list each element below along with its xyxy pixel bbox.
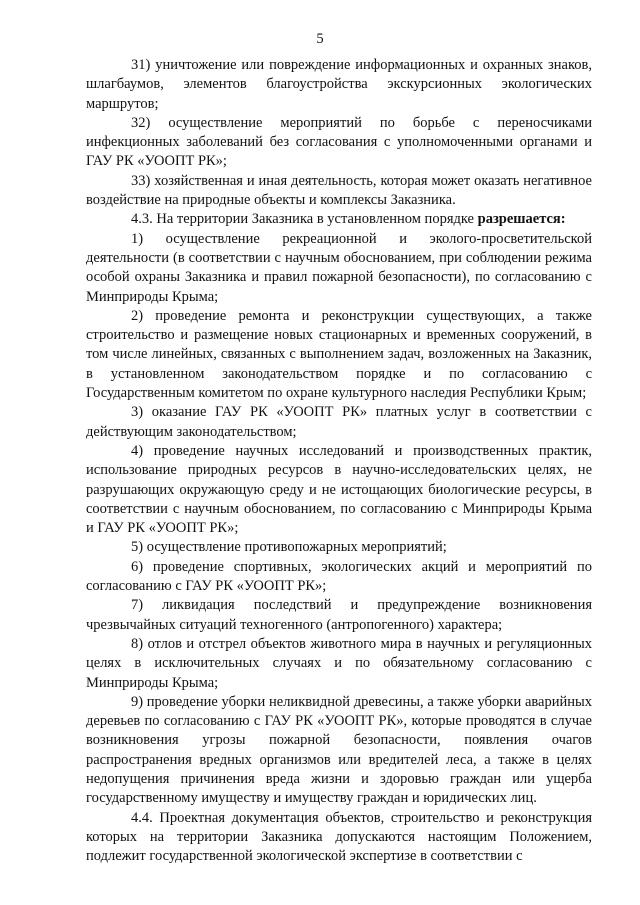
- page-number: 5: [316, 31, 324, 47]
- section-4-3-bold: разрешается:: [477, 211, 566, 228]
- paragraph-31: 31) уничтожение или повреждение информационных и охранных знаков, шлагбаумов, элементов благоустройства экскурсионных экологических маршрутов;: [86, 57, 592, 112]
- document-body: [86, 56, 592, 866]
- allowed-item-3: 3) оказание ГАУ РК «УООПТ РК» платных услуг в соответствии с действующим законодательством;: [86, 404, 592, 440]
- paragraph-33: 33) хозяйственная и иная деятельность, которая может оказать негативное воздействие на природные объекты и комплексы Заказника.: [86, 172, 592, 209]
- paragraph-32: 32) осуществление мероприятий по борьбе с переносчиками инфекционных заболеваний без согласования с уполномоченными органами и ГАУ РК «УООПТ РК»;: [86, 114, 592, 170]
- section-4-3-text: 4.3. На территории Заказника в установленном порядке: [131, 211, 478, 228]
- allowed-item-6: 6) проведение спортивных, экологических акций и мероприятий по согласованию с ГАУ РК «УООПТ РК»;: [86, 558, 592, 595]
- section-4-4: 4.4. Проектная документация объектов, строительство и реконструкция которых на территории Заказника допускаются настоящим Положением, подлежит государственной экологической экспертизе в соответствии с: [86, 809, 592, 865]
- section-4-3-heading: [86, 210, 592, 229]
- allowed-item-7: 7) ликвидация последствий и предупреждение возникновения чрезвычайных ситуаций техногенного (антропогенного) характера;: [86, 597, 592, 633]
- allowed-item-1: 1) осуществление рекреационной и эколого-просветительской деятельности (в соответствии с научным обоснованием, при соблюдении режима особой охраны Заказника и правил пожарной безопасности), по согласованию с Минприроды Крыма;: [86, 230, 592, 305]
- allowed-item-9: 9) проведение уборки неликвидной древесины, а также уборки аварийных деревьев по согласованию с ГАУ РК «УООПТ РК», которые проводятся в случае возникновения угрозы пожарной безопасности, появления очагов распространения вредных организмов или вредителей леса, а также в целях недопущения причинения вреда жизни и здоровью граждан или ущерба государственному имуществу и имуществу граждан и юридических лиц.: [86, 693, 592, 807]
- allowed-item-8: 8) отлов и отстрел объектов животного мира в научных и регуляционных целях в исключительных случаях и по обязательному согласованию с Минприроды Крыма;: [86, 635, 592, 691]
- allowed-item-4: 4) проведение научных исследований и производственных практик, использование природных ресурсов в научно-исследовательских целях, не разрушающих окружающую среду и не истощающих биологические ресурсы, в соответствии с научным обоснованием, по согласованию с Минприроды Крыма и ГАУ РК «УООПТ РК»;: [86, 442, 592, 537]
- allowed-item-5: 5) осуществление противопожарных мероприятий;: [131, 539, 447, 556]
- allowed-item-2: 2) проведение ремонта и реконструкции существующих, а также строительство и размещение новых стационарных и временных сооружений, в том числе линейных, связанных с выполнением задач, возложенных на Заказник, в установленном законодательством порядке и по согласованию с Государственным комитетом по охране культурного наследия Республики Крым;: [86, 307, 592, 402]
